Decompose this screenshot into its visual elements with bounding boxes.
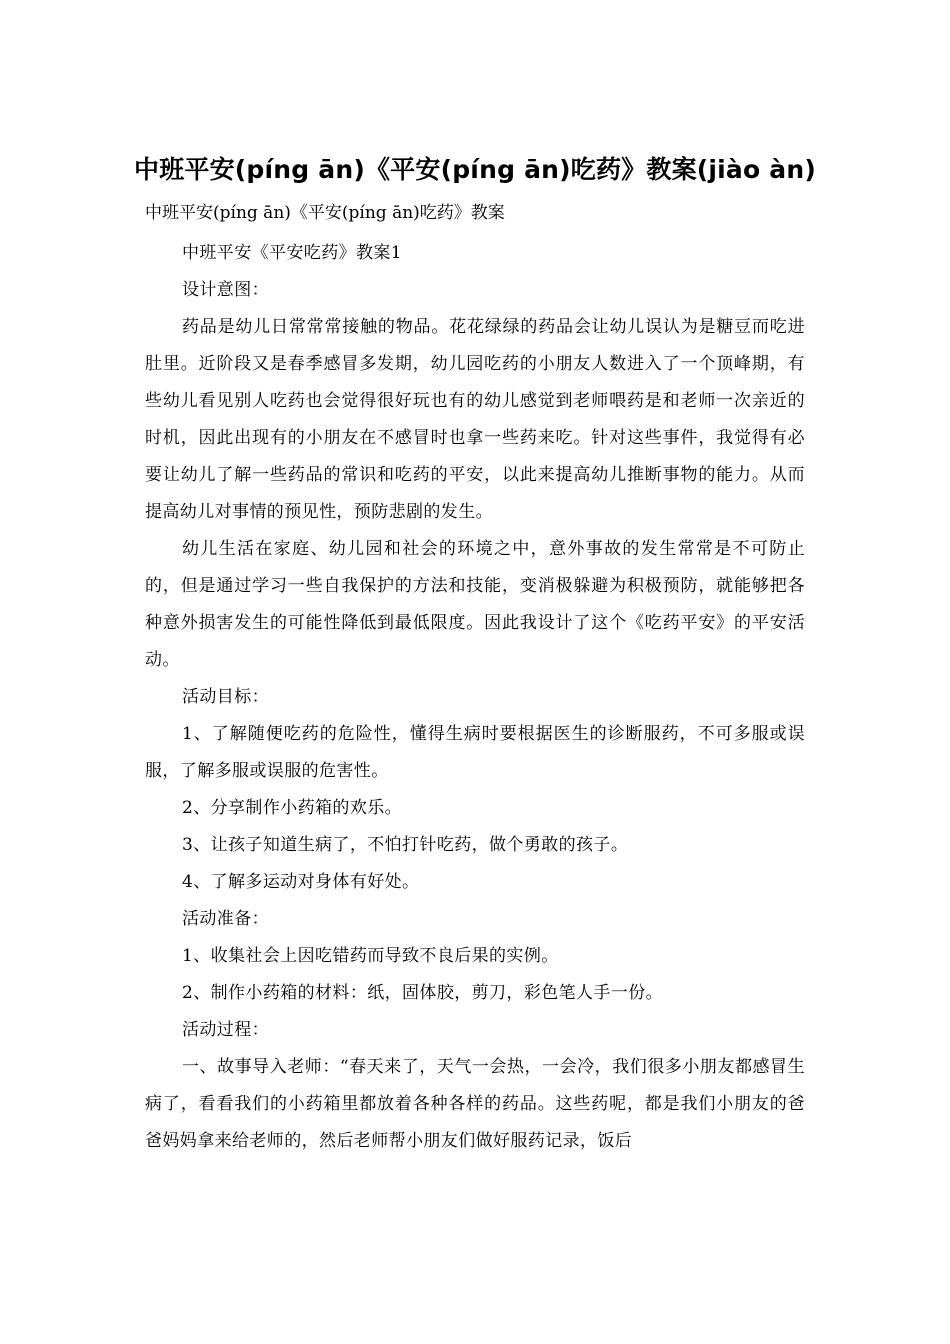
paragraph-design-intent-2: 幼儿生活在家庭、幼儿园和社会的环境之中，意外事故的发生常常是不可防止的，但是通过学习一些自我保护的方法和技能，变消极躲避为积极预防，就能够把各种意外损害发生的可能性降低到最低限度。因此我设计了这个《吃药平安》的平安活动。 bbox=[145, 539, 805, 670]
paragraph-goal-2: 2、分享制作小药箱的欢乐。 bbox=[182, 798, 403, 818]
paragraph-goal-4: 4、了解多运动对身体有好处。 bbox=[182, 872, 420, 892]
paragraph-process-heading: 活动过程： bbox=[182, 1020, 269, 1040]
document-body bbox=[145, 235, 805, 1160]
paragraph-preparation-heading: 活动准备： bbox=[182, 909, 269, 929]
paragraph-preparation-1: 1、收集社会上因吃错药而导致不良后果的实例。 bbox=[182, 946, 559, 966]
paragraph-design-intent-1: 药品是幼儿日常常常接触的物品。花花绿绿的药品会让幼儿误认为是糖豆而吃进肚里。近阶段又是春季感冒多发期，幼儿园吃药的小朋友人数进入了一个顶峰期，有些幼儿看见别人吃药也会觉得很好玩也有的幼儿感觉到老师喂药是和老师一次亲近的时机，因此出现有的小朋友在不感冒时也拿一些药来吃。针对这些事件，我觉得有必要让幼儿了解一些药品的常识和吃药的平安，以此来提高幼儿推断事物的能力。从而提高幼儿对事情的预见性，预防悲剧的发生。 bbox=[145, 317, 805, 522]
paragraph-design-intent-heading: 设计意图： bbox=[182, 280, 269, 300]
paragraph-preparation-2: 2、制作小药箱的材料：纸，固体胶，剪刀，彩色笔人手一份。 bbox=[182, 983, 664, 1003]
document-title: 中班平安(píng ān)《平安(píng ān)吃药》教案(jiào àn) bbox=[134, 155, 816, 184]
paragraph-lesson-heading: 中班平安《平安吃药》教案1 bbox=[182, 243, 403, 263]
paragraph-process-1: 一、故事导入老师：“春天来了，天气一会热，一会冷，我们很多小朋友都感冒生病了，看看我们的小药箱里都放着各种各样的药品。这些药呢，都是我们小朋友的爸爸妈妈拿来给老师的，然后老师帮小朋友们做好服药记录，饭后 bbox=[145, 1057, 805, 1151]
document-subtitle: 中班平安(píng ān)《平安(píng ān)吃药》教案 bbox=[145, 203, 505, 223]
paragraph-goal-1: 1、了解随便吃药的危险性，懂得生病时要根据医生的诊断服药，不可多服或误服，了解多服或误服的危害性。 bbox=[145, 724, 805, 781]
paragraph-goals-heading: 活动目标： bbox=[182, 687, 269, 707]
paragraph-goal-3: 3、让孩子知道生病了，不怕打针吃药，做个勇敢的孩子。 bbox=[182, 835, 629, 855]
